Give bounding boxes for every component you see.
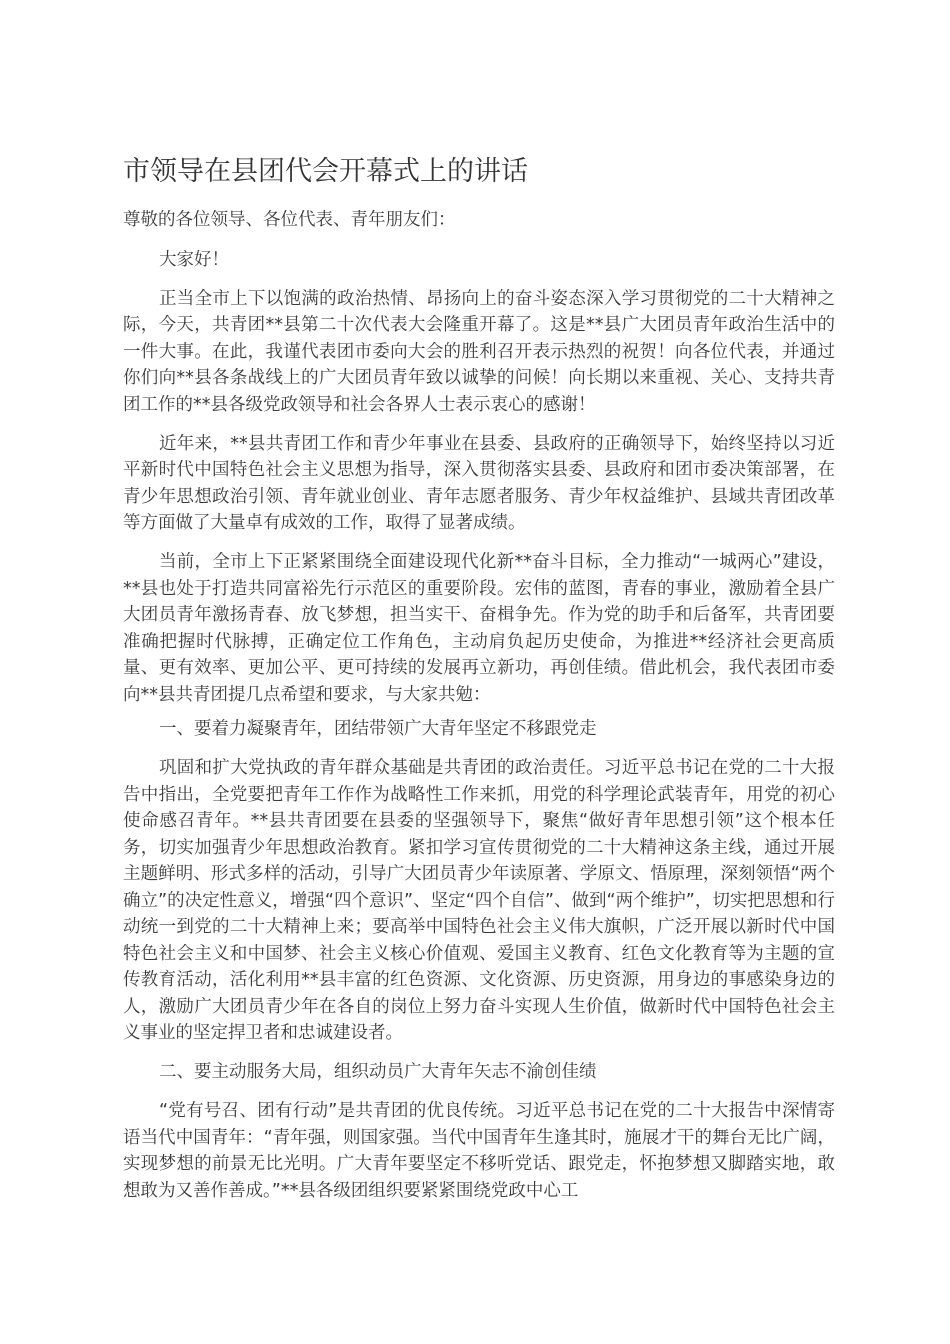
paragraph-5: “党有号召、团有行动”是共青团的优良传统。习近平总书记在党的二十大报告中深情寄语当代中国青年：“青年强，则国家强。当代中国青年生逢其时，施展才干的舞台无比广阔，实现梦想的前景无比光明。广大青年要坚定不移听党话、跟党走，怀抱梦想又脚踏实地，敢想敢为又善作善成。”**县各级团组织要紧紧围绕党政中心工 <box>123 1101 835 1201</box>
paragraph-3: 当前，全市上下正紧紧围绕全面建设现代化新**奋斗目标，全力推动“一城两心”建设，**县也处于打造共同富裕先行示范区的重要阶段。宏伟的蓝图，青春的事业，激励着全县广大团员青年激扬青春、放飞梦想，担当实干、奋楫争先。作为党的助手和后备军，共青团要准确把握时代脉搏，正确定位工作角色，主动肩负起历史使命，为推进**经济社会更高质量、更有效率、更加公平、更可持续的发展再立新功，再创佳绩。借此机会，我代表团市委向**县共青团提几点希望和要求，与大家共勉： <box>123 552 835 705</box>
document-body <box>123 207 835 1204</box>
salutation: 尊敬的各位领导、各位代表、青年朋友们： <box>123 210 456 230</box>
paragraph-2: 近年来，**县共青团工作和青少年事业在县委、县政府的正确领导下，始终坚持以习近平新时代中国特色社会主义思想为指导，深入贯彻落实县委、县政府和团市委决策部署，在青少年思想政治引领、青年就业创业、青年志愿者服务、青少年权益维护、县域共青团改革等方面做了大量卓有成效的工作，取得了显著成绩。 <box>123 433 835 533</box>
document-title: 市领导在县团代会开幕式上的讲话 <box>123 156 528 187</box>
greeting: 大家好！ <box>159 249 229 270</box>
section-heading-1: 一、要着力凝聚青年，团结带领广大青年坚定不移跟党走 <box>159 719 597 739</box>
paragraph-4: 巩固和扩大党执政的青年群众基础是共青团的政治责任。习近平总书记在党的二十大报告中指出，全党要把青年工作作为战略性工作来抓，用党的科学理论武装青年，用党的初心使命感召青年。**县共青团要在县委的坚强领导下，聚焦“做好青年思想引领”这个根本任务，切实加强青少年思想政治教育。紧扣学习宣传贯彻党的二十大精神这条主线，通过开展主题鲜明、形式多样的活动，引导广大团员青少年读原著、学原文、悟原理，深刻领悟“两个确立”的决定性意义，增强“四个意识”、坚定“四个自信”、做到“两个维护”，切实把思想和行动统一到党的二十大精神上来；要高举中国特色社会主义伟大旗帜，广泛开展以新时代中国特色社会主义和中国梦、社会主义核心价值观、爱国主义教育、红色文化教育等为主题的宣传教育活动，活化利用**县丰富的红色资源、文化资源、历史资源，用身边的事感染身边的人，激励广大团员青少年在各自的岗位上努力奋斗实现人生价值，做新时代中国特色社会主义事业的坚定捍卫者和忠诚建设者。 <box>123 758 835 1043</box>
section-heading-2: 二、要主动服务大局，组织动员广大青年矢志不渝创佳绩 <box>159 1062 597 1082</box>
paragraph-1: 正当全市上下以饱满的政治热情、昂扬向上的奋斗姿态深入学习贯彻党的二十大精神之际，今天，共青团**县第二十次代表大会隆重开幕了。这是**县广大团员青年政治生活中的一件大事。在此，我谨代表团市委向大会的胜利召开表示热烈的祝贺！向各位代表，并通过你们向**县各条战线上的广大团员青年致以诚挚的问候！向长期以来重视、关心、支持共青团工作的**县各级党政领导和社会各界人士表示衷心的感谢！ <box>123 288 835 415</box>
